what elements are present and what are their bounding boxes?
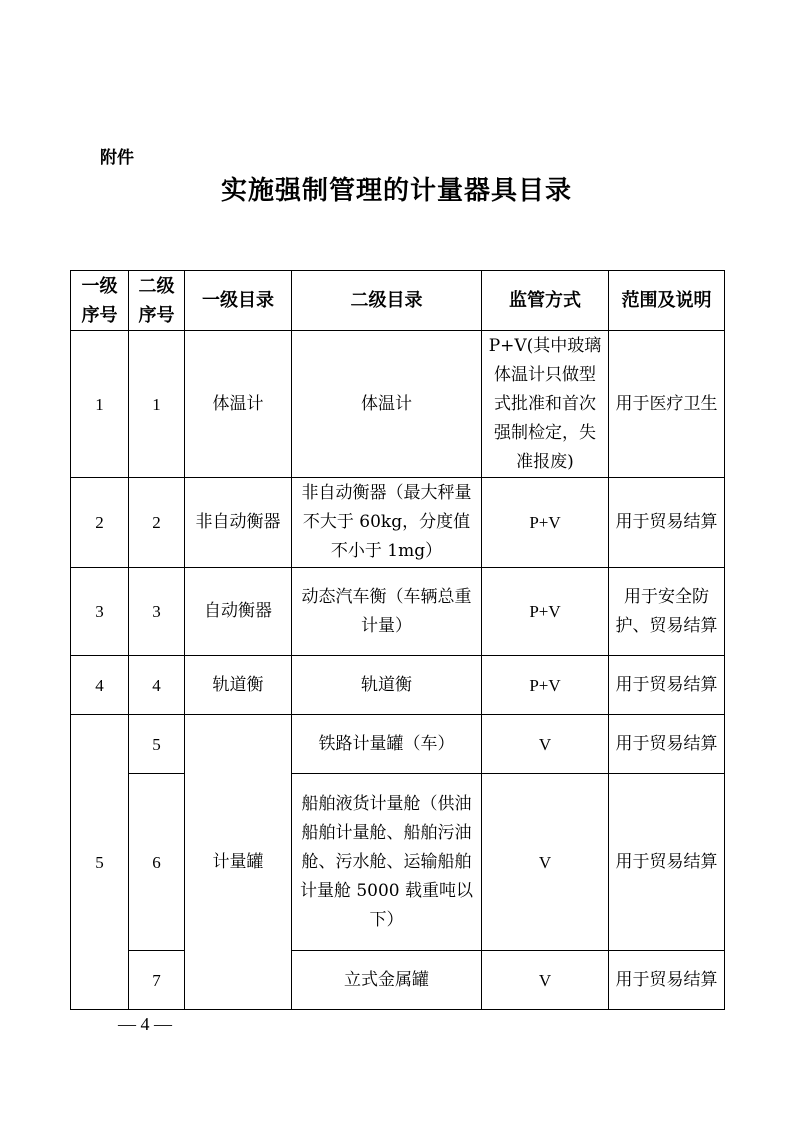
cell-supervision: P+V(其中玻璃体温计只做型式批准和首次强制检定，失准报废) bbox=[482, 331, 609, 478]
cell-level2-no: 2 bbox=[129, 478, 185, 568]
cell-level1-catalog: 自动衡器 bbox=[185, 568, 292, 656]
cell-level2-no: 7 bbox=[129, 951, 185, 1010]
page-number: — 4 — bbox=[118, 1014, 172, 1034]
cell-level1-no: 4 bbox=[71, 656, 129, 715]
table-row bbox=[71, 331, 725, 478]
cell-level1-catalog: 非自动衡器 bbox=[185, 478, 292, 568]
cell-level2-no: 5 bbox=[129, 715, 185, 774]
cell-level2-catalog: 动态汽车衡（车辆总重计量） bbox=[292, 568, 482, 656]
cell-supervision: V bbox=[482, 951, 609, 1010]
header-level2-no: 二级序号 bbox=[129, 271, 185, 331]
cell-level1-no: 3 bbox=[71, 568, 129, 656]
cell-level1-catalog: 轨道衡 bbox=[185, 656, 292, 715]
cell-scope: 用于贸易结算 bbox=[609, 656, 725, 715]
table-row bbox=[71, 715, 725, 774]
header-level1-catalog: 一级目录 bbox=[185, 271, 292, 331]
cell-level2-no: 1 bbox=[129, 331, 185, 478]
cell-level2-no: 6 bbox=[129, 774, 185, 951]
cell-level2-catalog: 体温计 bbox=[292, 331, 482, 478]
cell-level2-no: 4 bbox=[129, 656, 185, 715]
header-level1-no: 一级序号 bbox=[71, 271, 129, 331]
cell-level2-catalog: 轨道衡 bbox=[292, 656, 482, 715]
cell-scope: 用于贸易结算 bbox=[609, 478, 725, 568]
cell-supervision: V bbox=[482, 715, 609, 774]
table-row bbox=[71, 951, 725, 1010]
measuring-instrument-catalog-table bbox=[70, 270, 725, 1010]
cell-scope: 用于贸易结算 bbox=[609, 715, 725, 774]
cell-level1-catalog: 计量罐 bbox=[185, 715, 292, 1010]
header-supervision: 监管方式 bbox=[482, 271, 609, 331]
cell-level2-catalog: 船舶液货计量舱（供油船舶计量舱、船舶污油舱、污水舱、运输船舶计量舱 5000 载重吨以下） bbox=[292, 774, 482, 951]
table-header-row bbox=[71, 271, 725, 331]
cell-scope: 用于贸易结算 bbox=[609, 951, 725, 1010]
table-row bbox=[71, 478, 725, 568]
cell-scope: 用于医疗卫生 bbox=[609, 331, 725, 478]
header-scope: 范围及说明 bbox=[609, 271, 725, 331]
cell-level1-no: 5 bbox=[71, 715, 129, 1010]
document-title: 实施强制管理的计量器具目录 bbox=[220, 176, 572, 206]
cell-supervision: P+V bbox=[482, 478, 609, 568]
cell-level2-catalog: 非自动衡器（最大秤量不大于 60kg，分度值不小于 1mg） bbox=[292, 478, 482, 568]
cell-supervision: P+V bbox=[482, 656, 609, 715]
cell-supervision: P+V bbox=[482, 568, 609, 656]
cell-level1-no: 1 bbox=[71, 331, 129, 478]
cell-level1-catalog: 体温计 bbox=[185, 331, 292, 478]
cell-scope: 用于安全防护、贸易结算 bbox=[609, 568, 725, 656]
table-row bbox=[71, 568, 725, 656]
table-row bbox=[71, 656, 725, 715]
table-row bbox=[71, 774, 725, 951]
cell-level2-no: 3 bbox=[129, 568, 185, 656]
cell-supervision: V bbox=[482, 774, 609, 951]
cell-level2-catalog: 立式金属罐 bbox=[292, 951, 482, 1010]
attachment-label: 附件 bbox=[100, 148, 134, 168]
cell-level1-no: 2 bbox=[71, 478, 129, 568]
cell-scope: 用于贸易结算 bbox=[609, 774, 725, 951]
header-level2-catalog: 二级目录 bbox=[292, 271, 482, 331]
cell-level2-catalog: 铁路计量罐（车） bbox=[292, 715, 482, 774]
